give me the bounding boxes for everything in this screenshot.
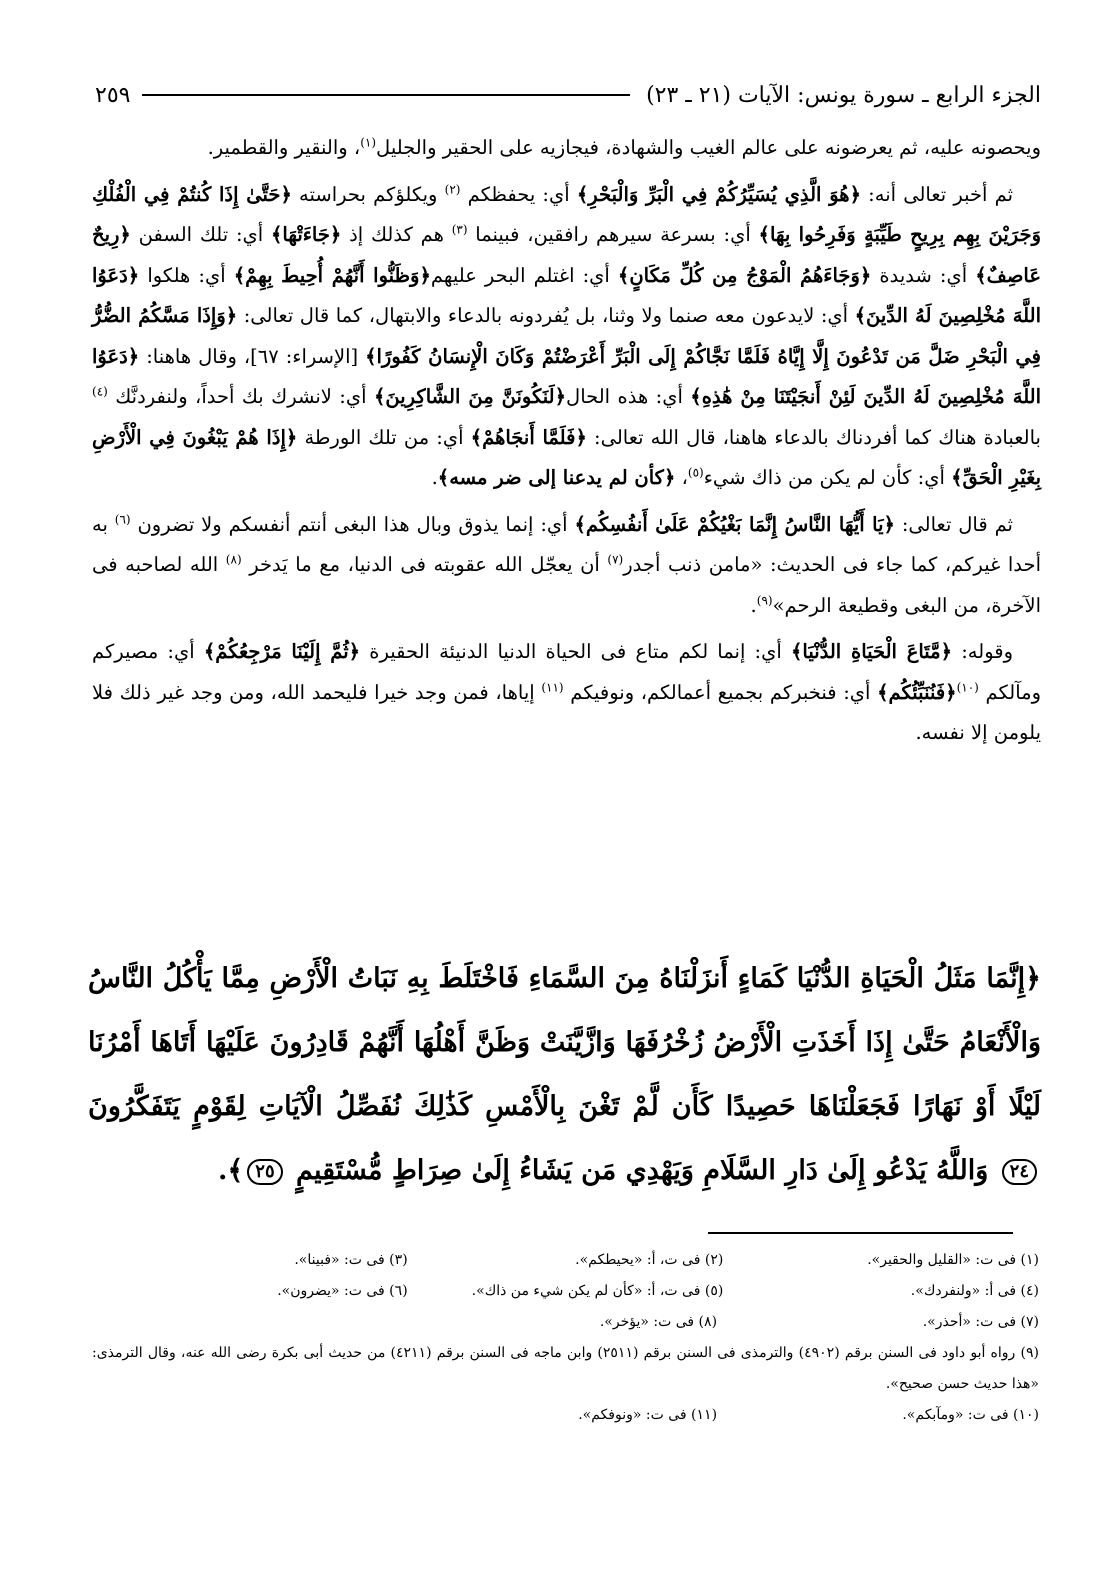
quran-verses: [88, 947, 1041, 1203]
paragraph-3: [92, 505, 1041, 627]
text: إياها، فمن وجد خيرا فليحمد الله، ومن وجد غير ذلك فلا يلومن إلا نفسه.: [92, 680, 1041, 744]
text: أي: إنما لكم متاع فى الحياة الدنيا الدنيئة الحقيرة: [360, 640, 791, 663]
quran-quote: ﴿فَلَمَّا أَنجَاهُمْ﴾: [470, 425, 587, 449]
text: بالعبادة هناك كما أفردناك بالدعاء هاهنا، قال الله تعالى:: [586, 425, 1041, 449]
footnote: (٦) فى ت: «يضرون».: [277, 1283, 408, 1299]
quran-quote: ﴿دَعَوُا اللَّهَ مُخْلِصِينَ لَهُ الدِّينَ﴾: [92, 263, 1041, 327]
footnote-ref: (٦): [114, 512, 131, 526]
page-number: ٢٥٩: [95, 82, 131, 108]
footnote-ref: (٣): [451, 222, 468, 237]
text: أي: تلك السفن: [130, 223, 271, 246]
text: أي: مصيركم ومآلكم: [92, 640, 1042, 704]
quran-quote: ﴿كأن لم يدعنا إلى ضر مسه﴾: [437, 466, 676, 489]
footnote-row: [92, 1276, 1039, 1307]
text: أي: إنما يذوق وبال هذا البغى أنتم أنفسكم ولا تضرون: [130, 512, 575, 536]
footnote-ref: (٩): [756, 593, 773, 607]
quran-quote: ﴿رِيحٌ عَاصِفٌ﴾: [92, 223, 1041, 287]
paragraph-1: [92, 128, 1041, 169]
footnote-ref: (٨): [225, 552, 242, 567]
text: ويحصونه عليه، ثم يعرضونه على عالم الغيب والشهادة، فيجازيه على الحقير والجليل: [376, 136, 1041, 159]
quran-quote: ﴿مَّتَاعَ الْحَيَاةِ الدُّنْيَا﴾: [790, 640, 953, 663]
ayah-number-marker: ٢٥: [247, 1159, 282, 1185]
footnote: (٣) فى ت: «فبينا».: [294, 1252, 408, 1268]
quran-quote: ﴿حَتَّىٰ إِذَا كُنتُمْ فِي الْفُلْكِ وَجَرَيْنَ بِهِم بِرِيحٍ طَيِّبَةٍ وَفَرِحُوا بِهَا﴾: [92, 182, 1041, 246]
footnote-ref: (٥): [687, 465, 704, 480]
header-rule: [142, 94, 630, 96]
paragraph-4: [92, 632, 1041, 754]
text: هم كذلك إذ: [341, 223, 452, 246]
paragraph-2: [92, 175, 1041, 499]
footnote-ref: (١): [360, 135, 377, 150]
text: أي: هذه الحال: [566, 385, 691, 408]
footnote-ref: (١٠): [956, 680, 979, 694]
footnote: (١٠) فى ت: «ومآبكم».: [902, 1407, 1039, 1423]
text: أي: كأن لم يكن من ذاك شيء: [703, 466, 952, 489]
footnote: (٧) فى ت: «أحذر».: [922, 1314, 1039, 1330]
text: أي: يحفظكم: [460, 182, 577, 206]
footnote-divider: [708, 1232, 1013, 1234]
text: ثم أخبر تعالى أنه:: [861, 182, 1014, 206]
footnote-ref: (٢): [444, 182, 461, 196]
quran-quote: ﴿وَإِذَا مَسَّكُمُ الضُّرُّ فِي الْبَحْرِ ضَلَّ مَن تَدْعُونَ إِلَّا إِيَّاهُ فَلَمَّا نَجَّاكُمْ إِلَى الْبَرِّ أَعْرَضْتُمْ وَكَانَ الْإِنسَانُ كَفُورًا﴾: [92, 304, 1041, 368]
text: أي: من تلك الورطة: [297, 425, 471, 449]
footnote: (١١) فى ت: «ونوفكم».: [578, 1407, 718, 1423]
text: أي: فنخبركم بجميع أعمالكم، ونوفيكم: [563, 680, 878, 704]
text: به أحدا غيركم، كما جاء فى الحديث: «مامن ذنب أجدر: [92, 512, 1041, 576]
quran-quote: ﴿ثُمَّ إِلَيْنَا مَرْجِعُكُمْ﴾: [203, 640, 361, 663]
quran-quote: ﴿إِذَا هُمْ يَبْغُونَ فِي الْأَرْضِ بِغَيْرِ الْحَقِّ﴾: [92, 425, 1041, 489]
text: أي: لانشرك بك أحداً، ولنفردنَّك: [107, 385, 374, 408]
text: .: [750, 593, 757, 617]
text: ، والنقير والقطمير.: [207, 136, 361, 159]
text: ،: [675, 466, 688, 489]
footnote-ref: (٤): [92, 384, 108, 399]
text: ويكلؤكم بحراسته: [291, 182, 445, 206]
footnote: (٩) رواه أبو داود فى السنن برقم (٤٩٠٢) والترمذى فى السنن برقم (٢٥١١) وابن ماجه فى السنن برقم (٤٢١١) من حديث أبى بكرة رضى الله عنه، وقال الترمذى: «هذا حديث حسن صحيح».: [92, 1345, 1039, 1392]
footnote-row: [92, 1307, 1039, 1338]
page-header: [95, 78, 1041, 112]
quran-quote: ﴿وَظَنُّوا أَنَّهُمْ أُحِيطَ بِهِمْ﴾: [233, 263, 431, 287]
quran-quote: ﴿دَعَوُا اللَّهَ مُخْلِصِينَ لَهُ الدِّينَ لَئِنْ أَنجَيْتَنَا مِنْ هَٰذِهِ﴾: [92, 344, 1042, 408]
quran-quote: ﴿لَنَكُونَنَّ مِنَ الشَّاكِرِينَ﴾: [373, 385, 567, 408]
footnote-row: [92, 1245, 1039, 1276]
footnote-ref: (١١): [541, 680, 564, 694]
text: أي: بسرعة سيرهم رافقين، فبينما: [467, 223, 759, 246]
running-title: الجزء الرابع ـ سورة يونس: الآيات (٢١ ـ ٢٣): [646, 82, 1041, 108]
footnotes: [92, 1245, 1039, 1431]
quran-quote: ﴿جَاءَتْهَا﴾: [270, 223, 342, 246]
quran-quote: ﴿وَجَاءَهُمُ الْمَوْجُ مِن كُلِّ مَكَانٍ﴾: [617, 263, 872, 287]
footnote: (٤) فى أ: «ولنفردك».: [910, 1283, 1039, 1299]
footnote: (٥) فى ت، أ: «كأن لم يكن شيء من ذاك».: [471, 1283, 724, 1299]
text: أي: اغتلم البحر عليهم: [430, 263, 618, 287]
text: الله لصاحبه فى الآخرة، من البغى وقطيعة الرحم»: [92, 553, 1041, 617]
footnote-row: [92, 1400, 1039, 1431]
ayah-number-marker: ٢٤: [1002, 1159, 1037, 1185]
text: أي: لايدعون معه صنما ولا وثنا، بل يُفردونه بالدعاء والابتهال، كما قال تعالى:: [237, 304, 855, 327]
footnote: (٨) فى ت: «يؤخر».: [599, 1314, 718, 1330]
verse-24-text: ﴿إِنَّمَا مَثَلُ الْحَيَاةِ الدُّنْيَا كَمَاءٍ أَنزَلْنَاهُ مِنَ السَّمَاءِ فَاخْتَلَطَ بِهِ نَبَاتُ الْأَرْضِ مِمَّا يَأْكُلُ النَّاسُ وَالْأَنْعَامُ حَتَّىٰ إِذَا أَخَذَتِ الْأَرْضُ زُخْرُفَهَا وَازَّيَّنَتْ وَظَنَّ أَهْلُهَا أَنَّهُمْ قَادِرُونَ عَلَيْهَا أَتَاهَا أَمْرُنَا لَيْلًا أَوْ نَهَارًا فَجَعَلْنَاهَا حَصِيدًا كَأَن لَّمْ تَغْنَ بِالْأَمْسِ كَذَٰلِكَ نُفَصِّلُ الْآيَاتِ لِقَوْمٍ يَتَفَكَّرُونَ: [88, 963, 1041, 1122]
quran-quote: ﴿يَا أَيُّهَا النَّاسُ إِنَّمَا بَغْيُكُمْ عَلَىٰ أَنفُسِكُم﴾: [574, 512, 895, 536]
text: وقوله:: [952, 640, 1014, 663]
footnote-ref: (٧): [607, 552, 624, 567]
text: .: [431, 466, 438, 489]
quran-quote: ﴿فَنُنَبِّئُكُم﴾: [877, 680, 957, 704]
verse-close: ﴾.: [218, 1155, 244, 1186]
footnote: (٢) فى ت، أ: «يحيطكم».: [575, 1252, 724, 1268]
text: أن يعجّل الله عقوبته فى الدنيا، مع ما يَدخر: [241, 553, 608, 576]
verse-25-text: وَاللَّهُ يَدْعُو إِلَىٰ دَارِ السَّلَامِ وَيَهْدِي مَن يَشَاءُ إِلَىٰ صِرَاطٍ مُّسْتَقِيمٍ: [296, 1155, 989, 1186]
text: ثم قال تعالى:: [894, 512, 1013, 536]
quran-quote: ﴿هُوَ الَّذِي يُسَيِّرُكُمْ فِي الْبَرِّ وَالْبَحْرِ﴾: [576, 182, 861, 206]
commentary-text: [92, 128, 1041, 760]
text: [الإسراء: ٦٧]، وقال هاهنا:: [139, 344, 366, 368]
text: أي: هلكوا: [139, 263, 234, 287]
text: أي: شديدة: [871, 263, 976, 287]
footnote: (١) فى ت: «القليل والحقير».: [867, 1252, 1039, 1268]
